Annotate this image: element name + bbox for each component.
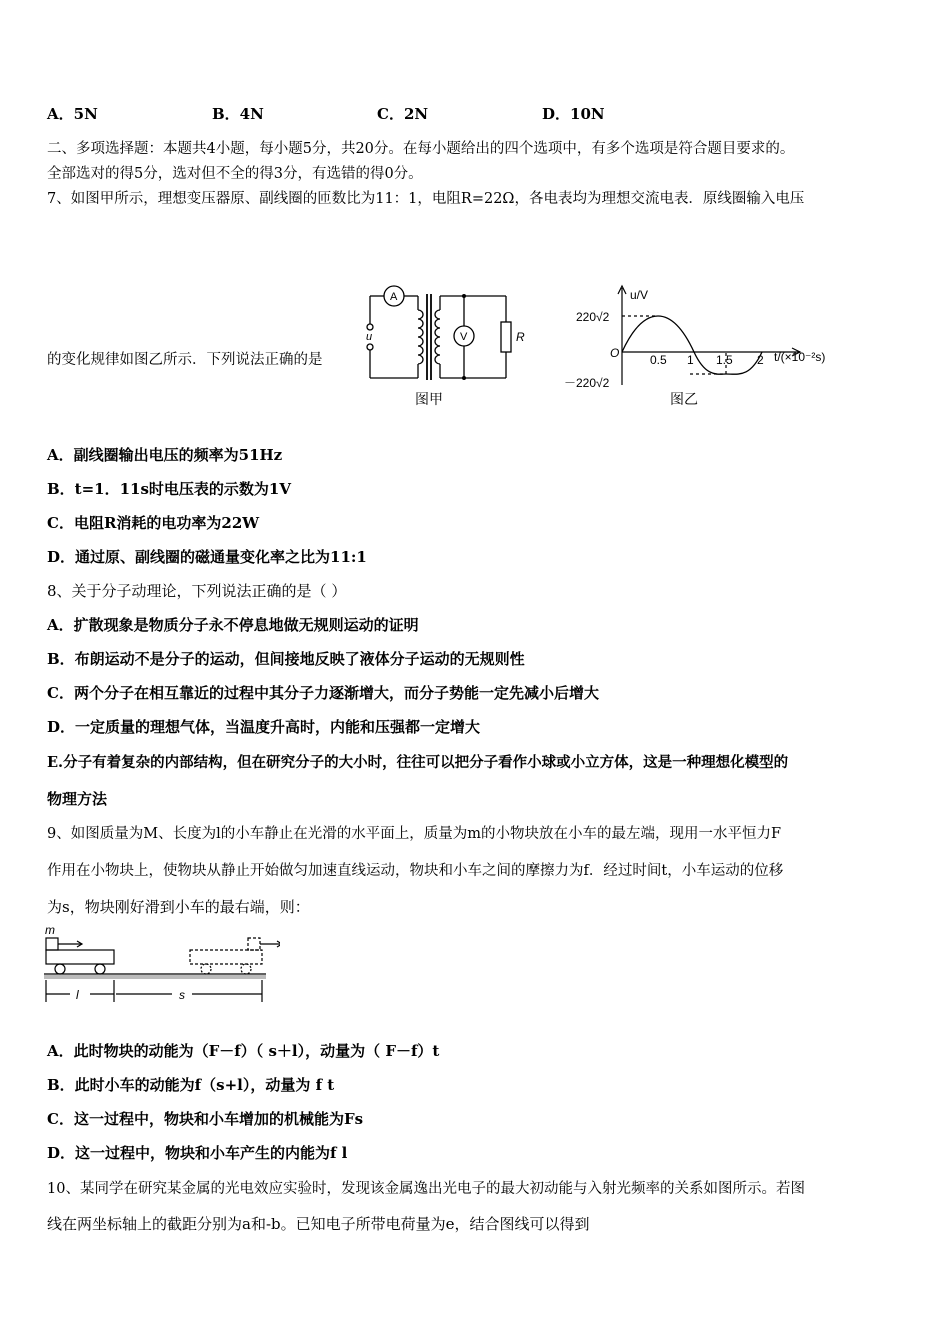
q7-figure-jia [360, 282, 540, 412]
displacement-label: s [179, 988, 185, 1002]
q7-option-d[interactable]: D．通过原、副线圈的磁通量变化率之比为11:1 [47, 548, 367, 566]
q9-option-c[interactable]: C．这一过程中，物块和小车增加的机械能为Fs [47, 1110, 364, 1128]
wheel-icon [95, 964, 105, 974]
q8-stem: 8、关于分子动理论，下列说法正确的是（ ） [47, 582, 347, 600]
q6-option-b[interactable]: B．4N [212, 105, 264, 123]
tick-1-5: 1.5 [716, 353, 733, 367]
voltmeter-label: V [460, 331, 468, 343]
q8-option-e-line2: 物理方法 [47, 790, 108, 808]
block-initial [46, 938, 58, 950]
q8-option-b[interactable]: B．布朗运动不是分子的运动，但间接地反映了液体分子运动的无规则性 [47, 650, 525, 668]
y-axis-label: u/V [630, 288, 649, 302]
q9-option-d[interactable]: D．这一过程中，物块和小车产生的内能为f l [47, 1144, 348, 1162]
resistor-icon [501, 322, 511, 352]
cart-final [190, 950, 262, 964]
origin-label: O [610, 346, 620, 360]
y-min-label: －220√2 [564, 376, 610, 390]
wheel-icon [55, 964, 65, 974]
q8-option-e-line1[interactable]: E.分子有着复杂的内部结构，但在研究分子的大小时，往往可以把分子看作小球或小立方体，这是一种理想化模型的 [47, 754, 789, 771]
q9-stem-line2: 作用在小物块上，使物块从静止开始做匀加速直线运动，物块和小车之间的摩擦力为f．经过时间t，小车运动的位移 [47, 863, 784, 879]
q8-option-d[interactable]: D．一定质量的理想气体，当温度升高时，内能和压强都一定增大 [47, 718, 481, 736]
y-max-label: 220√2 [576, 310, 610, 324]
length-label: l [76, 988, 79, 1002]
source-label: u [366, 331, 373, 343]
resistor-label: R [516, 330, 525, 344]
tick-2: 2 [757, 353, 764, 367]
x-axis-label: t/(×10⁻²s) [774, 350, 826, 364]
q9-stem-line3: 为s，物块刚好滑到小车的最右端，则： [47, 898, 310, 916]
q7-stem-line2: 的变化规律如图乙所示．下列说法正确的是 [47, 352, 323, 368]
q10-stem-line1: 10、某同学在研究某金属的光电效应实验时，发现该金属逸出光电子的最大初动能与入射光频率的关系如图所示。若图 [47, 1181, 805, 1197]
section2-line1: 二、多项选择题：本题共4小题，每小题5分，共20分。在每小题给出的四个选项中，有多个选项是符合题目要求的。 [47, 141, 795, 157]
q7-stem-line1: 7、如图甲所示，理想变压器原、副线圈的匝数比为11：1，电阻R=22Ω，各电表均为理想交流电表．原线圈输入电压 [47, 191, 805, 207]
tick-1: 1 [687, 353, 694, 367]
q9-stem-line1: 9、如图质量为M、长度为l的小车静止在光滑的水平面上，质量为m的小物块放在小车的最左端，现用一水平恒力F [47, 826, 782, 842]
q7-option-a[interactable]: A．副线圈输出电压的频率为51Hz [47, 446, 283, 464]
q6-option-d[interactable]: D．10N [542, 105, 605, 123]
q9-figure [40, 922, 280, 1008]
q9-option-a[interactable]: A．此时物块的动能为（F－f）（ s＋l），动量为（ F－f）t [47, 1042, 440, 1060]
fig-jia-caption: 图甲 [415, 391, 443, 407]
cart-initial [46, 950, 114, 964]
q7-option-b[interactable]: B．t=1．11s时电压表的示数为1V [47, 480, 292, 498]
section2-line2: 全部选对的得5分，选对但不全的得3分，有选错的得0分。 [47, 166, 423, 182]
ammeter-label: A [390, 291, 398, 303]
fig-yi-caption: 图乙 [670, 391, 698, 407]
q9-option-b[interactable]: B．此时小车的动能为f（s+l），动量为 f t [47, 1076, 335, 1094]
block-final [248, 938, 260, 950]
q8-option-a[interactable]: A．扩散现象是物质分子永不停息地做无规则运动的证明 [47, 616, 419, 634]
tick-0-5: 0.5 [650, 353, 667, 367]
q6-option-c[interactable]: C．2N [377, 105, 429, 123]
block-mass-label: m [45, 923, 55, 937]
q10-stem-line2: 线在两坐标轴上的截距分别为a和-b。已知电子所带电荷量为e，结合图线可以得到 [47, 1215, 590, 1233]
q7-figure-yi [560, 280, 845, 412]
q7-option-c[interactable]: C．电阻R消耗的电功率为22W [47, 514, 260, 532]
q8-option-c[interactable]: C．两个分子在相互靠近的过程中其分子力逐渐增大，而分子势能一定先减小后增大 [47, 684, 599, 702]
q6-option-a[interactable]: A．5N [47, 105, 98, 123]
